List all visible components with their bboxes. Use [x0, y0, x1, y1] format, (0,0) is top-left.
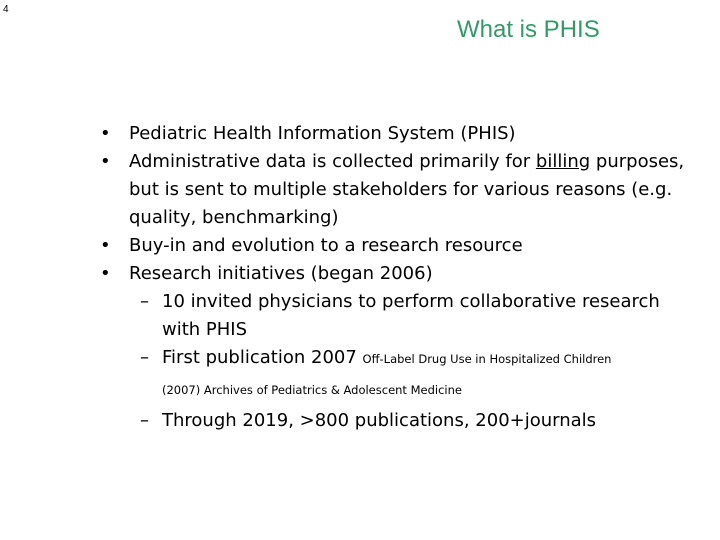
sub-bullet-text: 10 invited physicians to perform collaborative research with PHIS	[162, 291, 660, 340]
bullet-item	[100, 232, 700, 260]
citation-source: (2007) Archives of Pediatrics & Adolescent Medicine	[162, 383, 462, 397]
sub-bullet-item	[100, 344, 700, 373]
bullet-text: Research initiatives (began 2006)	[129, 263, 433, 284]
slide-body	[100, 120, 700, 435]
citation-title: Off-Label Drug Use in Hospitalized Children	[362, 352, 612, 366]
slide-title: What is PHIS	[457, 16, 600, 43]
dash-icon: –	[140, 410, 149, 431]
dash-icon: –	[140, 347, 149, 368]
sub-bullet-item	[100, 288, 700, 344]
bullet-icon: •	[100, 263, 111, 284]
bullet-text: Buy-in and evolution to a research resource	[129, 235, 523, 256]
bullet-item	[100, 120, 700, 148]
bullet-text: Pediatric Health Information System (PHIS)	[129, 123, 516, 144]
dash-icon: –	[140, 291, 149, 312]
sub-bullet-text: Through 2019, >800 publications, 200+journals	[162, 410, 597, 431]
bullet-icon: •	[100, 123, 111, 144]
sub-bullet-item	[100, 407, 700, 435]
sub-bullet-text: First publication 2007	[162, 347, 363, 368]
underlined-word: billing	[535, 151, 591, 172]
bullet-text-end: purposes, but is sent to multiple stakeholders for various reasons (e.g. quality, benchmarking)	[129, 151, 685, 228]
bullet-text-start: Administrative data is collected primarily for	[129, 151, 536, 172]
bullet-icon: •	[100, 151, 111, 172]
bullet-item	[100, 148, 700, 232]
page-number: 4	[3, 4, 9, 15]
bullet-icon: •	[100, 235, 111, 256]
bullet-item	[100, 260, 700, 288]
